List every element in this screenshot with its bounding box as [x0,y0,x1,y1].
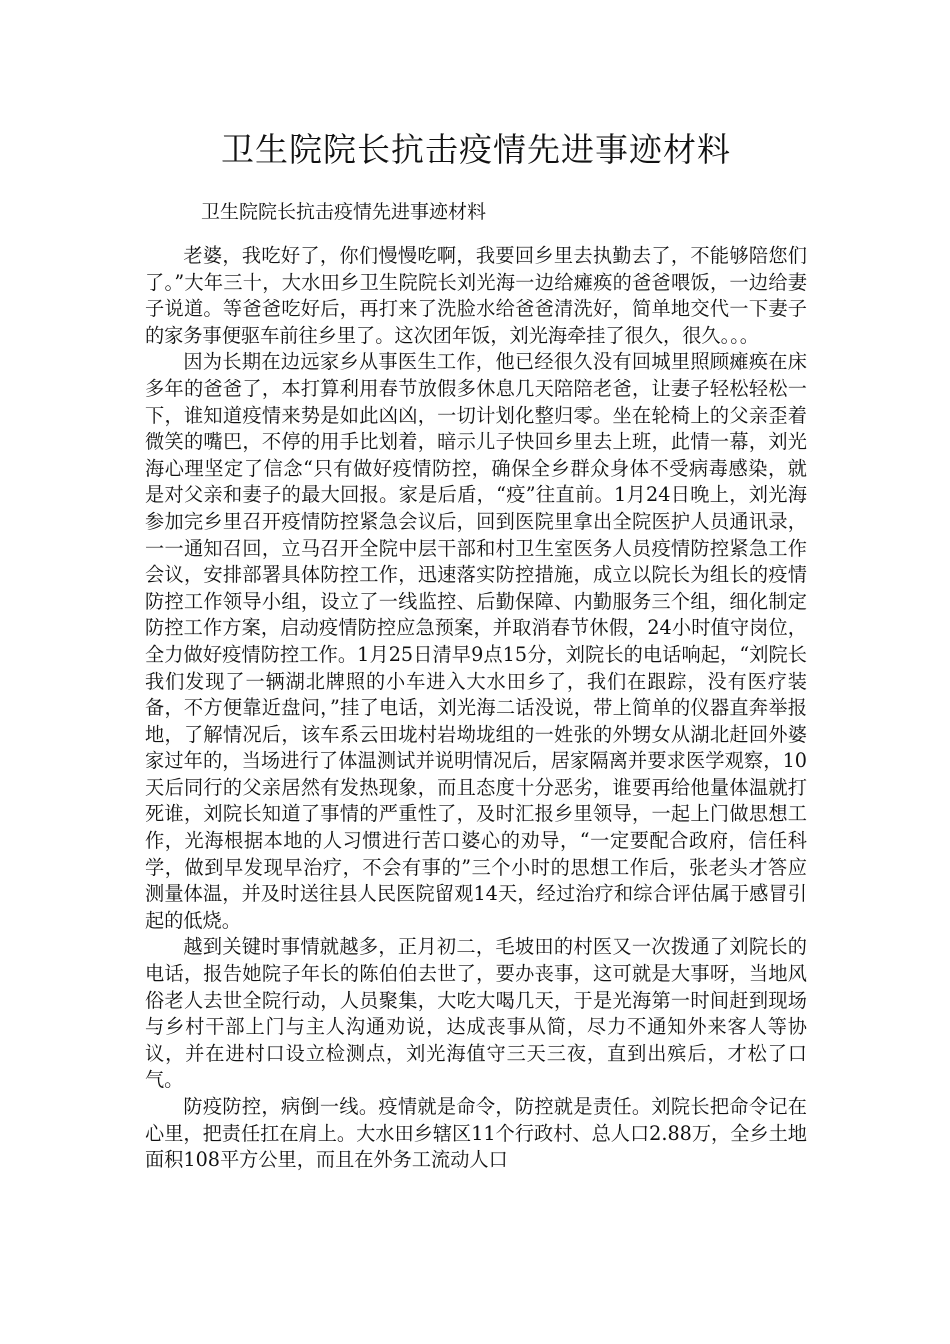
document-subtitle: 卫生院院长抗击疫情先进事迹材料 [201,201,487,223]
body-paragraph: 越到关键时事情就越多，正月初二，毛坡田的村医又一次拨通了刘院长的电话，报告她院子年长的陈伯伯去世了，要办丧事，这可就是大事呀，当地风俗老人去世全院行动，人员聚集，大吃大喝几天，于是光海第一时间赶到现场与乡村干部上门与主人沟通劝说，达成丧事从简，尽力不通知外来客人等协议，并在进村口设立检测点，刘光海值守三天三夜，直到出殡后，才松了口气。 [145,935,807,1092]
document-title: 卫生院院长抗击疫情先进事迹材料 [221,130,731,169]
document-body [145,243,807,1174]
body-paragraph: 防疫防控，病倒一线。疫情就是命令，防控就是责任。刘院长把命令记在心里，把责任扛在肩上。大水田乡辖区11个行政村、总人口2.88万，全乡土地面积108平方公里，而且在外务工流动人口 [145,1095,807,1172]
body-paragraph: 因为长期在边远家乡从事医生工作，他已经很久没有回城里照顾瘫痪在床多年的爸爸了，本打算利用春节放假多休息几天陪陪老爸，让妻子轻松轻松一下，谁知道疫情来势是如此凶凶，一切计划化整归零。坐在轮椅上的父亲歪着微笑的嘴巴，不停的用手比划着，暗示儿子快回乡里去上班，此情一幕，刘光海心理坚定了信念“只有做好疫情防控，确保全乡群众身体不受病毒感染，就是对父亲和妻子的最大回报。家是后盾，“疫”往直前。1月24日晚上，刘光海参加完乡里召开疫情防控紧急会议后，回到医院里拿出全院医护人员通讯录，一一通知召回，立马召开全院中层干部和村卫生室医务人员疫情防控紧急工作会议，安排部署具体防控工作，迅速落实防控措施，成立以院长为组长的疫情防控工作领导小组，设立了一线监控、后勤保障、内勤服务三个组，细化制定防控工作方案，启动疫情防控应急预案，并取消春节休假，24小时值守岗位，全力做好疫情防控工作。1月25日清早9点15分，刘院长的电话响起，“刘院长我们发现了一辆湖北牌照的小车进入大水田乡了，我们在跟踪，没有医疗装备，不方便靠近盘问，”挂了电话，刘光海二话没说，带上简单的仪器直奔举报地，了解情况后，该车系云田垅村岩坳垅组的一姓张的外甥女从湖北赶回外婆家过年的，当场进行了体温测试并说明情况后，居家隔离并要求医学观察，10天后同行的父亲居然有发热现象，而且态度十分恶劣，谁要再给他量体温就打死谁，刘院长知道了事情的严重性了，及时汇报乡里领导，一起上门做思想工作，光海根据本地的人习惯进行苦口婆心的劝导，“一定要配合政府，信任科学，做到早发现早治疗，不会有事的”三个小时的思想工作后，张老头才答应测量体温，并及时送往县人民医院留观14天，经过治疗和综合评估属于感冒引起的低烧。 [145,350,807,932]
body-paragraph: 老婆，我吃好了，你们慢慢吃啊，我要回乡里去执勤去了，不能够陪您们了。”大年三十，大水田乡卫生院院长刘光海一边给瘫痪的爸爸喂饭，一边给妻子说道。等爸爸吃好后，再打来了洗脸水给爸爸清洗好，简单地交代一下妻子的家务事便驱车前往乡里了。这次团年饭，刘光海牵挂了很久，很久。。。 [145,244,807,347]
